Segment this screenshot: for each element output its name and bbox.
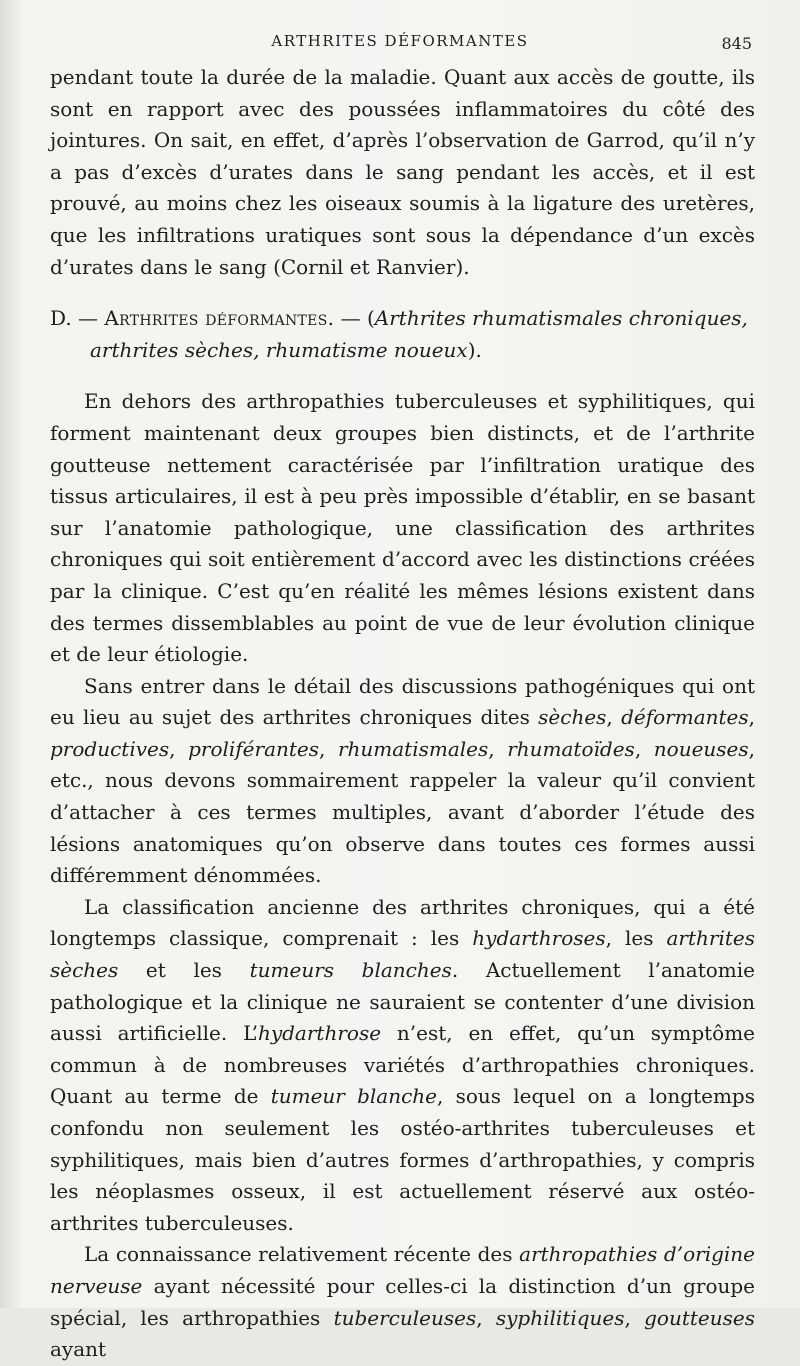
section-heading-line-2 <box>50 335 755 367</box>
text-run: , <box>748 705 756 730</box>
paragraph-2 <box>50 671 755 892</box>
paragraph-1: En dehors des arthropathies tuberculeuses et syphilitiques, qui forment maintenant deux groupes bien distincts, et de l’arthrite goutteuse nettement caractérisée par l’infiltration uratique des tissus articulaires, il est à peu près impossible d’établir, en se basant sur l’anatomie pathologique, une classification des arthrites chroniques qui soit entièrement d’accord avec les distinctions créées par la clinique. C’est qu’en réalité les mêmes lésions existent dans des termes dissemblables au point de vue de leur évolution clinique et de leur étiologie. <box>50 389 755 667</box>
text-run: n’est, en effet, qu’un symptôme commun à de nombreuses variétés d’arthropathies chroniques. Quant au terme de <box>50 1021 756 1109</box>
italic-term: tumeur blanche <box>270 1084 438 1109</box>
text-run: . Actuellement l’anatomie pathologique et la clinique ne sauraient se contenter d’une division aussi artificielle. L’ <box>50 958 756 1046</box>
italic-term: arthropathies d’origine nerveuse <box>50 1242 756 1298</box>
italic-term: arthrites sèches <box>50 926 755 983</box>
text-run: , etc., nous devons sommairement rappeler la valeur qu’il convient d’attacher à ces termes multiples, avant d’aborder l’étude des lésions anatomiques qu’on observe dans toutes ces formes aussi différemment dénommées. <box>50 736 756 888</box>
italic-term: hydarthrose <box>257 1021 382 1046</box>
text-run: et les <box>118 958 250 983</box>
italic-term: hydarthroses <box>472 926 606 951</box>
section-subtitle-1: Arthrites rhumatismales chroniques, <box>374 306 748 331</box>
text-run: , <box>476 1305 496 1330</box>
paragraph-4 <box>50 1239 755 1365</box>
page-number: 845 <box>721 34 752 53</box>
text-run: La connaissance relativement récente des <box>84 1242 520 1267</box>
text-run: ayant nécessité pour celles-ci la distinction d’un groupe spécial, les arthropathies <box>50 1273 755 1330</box>
text-run: , <box>488 736 508 761</box>
text-run: , sous lequel on a longtemps confondu non seulement les ostéo-arthrites tuberculeuses et syphilitiques, mais bien d’autres formes d’arthropathies, y compris les néoplasmes osseux, il est actuellement réservé aux ostéo-arthrites tuberculeuses. <box>50 1084 755 1235</box>
section-title: Arthrites déformantes. <box>104 306 335 331</box>
running-header: ARTHRITES DÉFORMANTES <box>271 32 529 50</box>
italic-term: rhumatismales <box>337 736 489 761</box>
text-run: , <box>169 736 189 761</box>
text-run: ayant <box>50 1337 107 1362</box>
section-label: D. — <box>50 306 105 331</box>
text-run: , <box>634 736 654 761</box>
text-run: , <box>624 1305 645 1330</box>
italic-term: syphilitiques <box>495 1305 625 1330</box>
italic-term: tumeurs blanches <box>249 958 452 983</box>
text-run: Sans entrer dans le détail des discussions pathogéniques qui ont eu lieu au sujet des arthrites chroniques dites <box>50 673 755 730</box>
italic-term: tuberculeuses <box>333 1305 477 1330</box>
paragraph-continued: pendant toute la durée de la maladie. Quant aux accès de goutte, ils sont en rapport avec des poussées inflammatoires du côté des jointures. On sait, en effet, d’après l’observation de Garrod, qu’il n’y a pas d’excès d’urates dans le sang pendant les accès, et il est prouvé, au moins chez les oiseaux soumis à la ligature des uretères, que les infiltrations uratiques sont sous la dépendance d’un excès d’urates dans le sang (Cornil et Ranvier). <box>50 65 755 279</box>
text-run: , <box>319 736 338 761</box>
text-run: , les <box>605 926 667 951</box>
text-run: , <box>606 705 622 730</box>
italic-term: productives <box>50 736 170 761</box>
body-text <box>50 62 755 1366</box>
section-subtitle-2: arthrites sèches, rhumatisme noueux <box>90 337 468 362</box>
italic-term: sèches <box>538 705 607 730</box>
italic-term: rhumatoïdes <box>507 736 635 761</box>
italic-term: proliférantes <box>188 736 320 761</box>
italic-term: goutteuses <box>644 1305 756 1330</box>
section-separator: — ( <box>334 306 375 331</box>
text-run: La classification ancienne des arthrites chroniques, qui a été longtemps classique, comprenait : les <box>50 894 755 951</box>
italic-term: déformantes <box>621 705 749 730</box>
section-close: ). <box>467 337 482 362</box>
section-heading <box>50 303 755 335</box>
italic-term: noueuses <box>653 736 749 761</box>
paragraph-3 <box>50 892 755 1240</box>
